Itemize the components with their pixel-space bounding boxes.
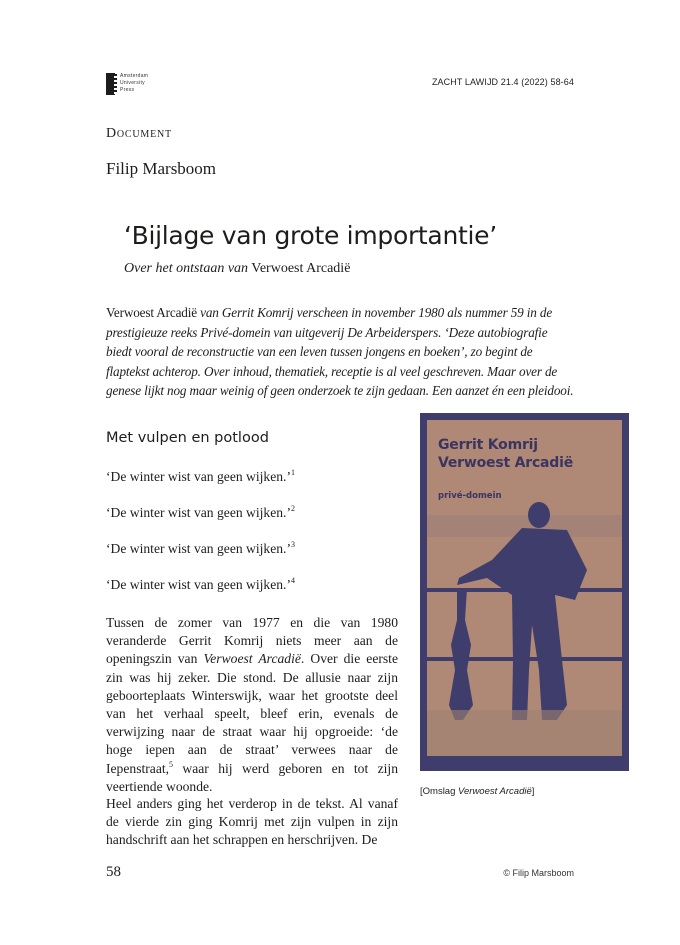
book-title: Verwoest Arcadië (203, 651, 301, 667)
book-cover-image (420, 413, 629, 771)
subtitle-roman: Verwoest Arcadië (251, 261, 351, 276)
abstract-text: van Gerrit Komrij verscheen in november 1980 als nummer 59 in de prestigieuze reeks Privé-domein van uitgeverij De Arbeiderspers. ‘Deze autobiografie biedt vooral de reconstructie van een leven tussen jongens en boeken’, zo begint de flaptekst achterop. Over inhoud, thematiek, receptie is al veel geschreven. Maar over de genese lijkt nog maar weinig of geen onderzoek te zijn gedaan. Een aanzet én een pleidooi. (106, 305, 574, 399)
footnote-ref[interactable]: 4 (290, 576, 295, 585)
page-number: 58 (106, 864, 121, 880)
paragraph-text: . Over die eerste zin was hij zeker. Die stond. De allusie naar zijn geboorteplaats Winterswijk, waar het grootste deel van het verhaal speelt, bleef erin, evenals de verwijzing naar de straat waar hij opgroeide: ‘de hoge iepen aan de straat’ verwees naar de Iepenstraat, (106, 651, 398, 776)
caption-italic: Verwoest Arcadië (458, 786, 532, 797)
section-heading: Met vulpen en potlood (106, 430, 269, 446)
article-title: ‘Bijlage van grote importantie’ (124, 221, 497, 250)
figure-caption (420, 786, 534, 797)
logo-line: Amsterdam (120, 73, 149, 79)
cover-title: Verwoest Arcadië (438, 455, 574, 471)
journal-reference: ZACHT LAWIJD 21.4 (2022) 58-64 (431, 77, 574, 87)
quote-line (106, 469, 295, 485)
logo-text (120, 73, 148, 94)
paragraph-text: Tussen de zomer van 1977 en die van 1980 veranderde Gerrit Komrij niets meer aan de openingszin van (106, 615, 398, 667)
abstract (106, 303, 576, 401)
abstract-lead: Verwoest Arcadië (106, 305, 197, 320)
logo-line: Press (120, 87, 135, 93)
quote-text: ‘De winter wist van geen wijken.’ (106, 577, 291, 592)
section-label: Document (106, 126, 172, 141)
copyright-notice: © Filip Marsboom (503, 868, 574, 878)
quote-text: ‘De winter wist van geen wijken.’ (106, 541, 291, 556)
footnote-ref[interactable]: 5 (169, 759, 174, 769)
article-subtitle (124, 261, 350, 277)
subtitle-italic: Over het ontstaan van (124, 261, 249, 276)
paragraph-text: waar hij werd geboren en tot zijn veertiende woonde. (106, 760, 398, 794)
quote-line (106, 577, 295, 593)
cover-photo (427, 420, 622, 756)
logo-line: University (120, 80, 145, 86)
cover-series: privé-domein (438, 491, 502, 501)
footnote-ref[interactable]: 3 (290, 540, 295, 549)
article-author: Filip Marsboom (106, 159, 217, 178)
publisher-logo (106, 73, 166, 95)
caption-prefix: [Omslag (420, 786, 459, 797)
quote-line (106, 541, 295, 557)
footnote-ref[interactable]: 1 (290, 468, 295, 477)
body-paragraph (106, 614, 398, 796)
caption-suffix: ] (531, 786, 535, 797)
footnote-ref[interactable]: 2 (290, 504, 295, 513)
logo-mark-icon (106, 73, 115, 95)
quote-line (106, 505, 295, 521)
quote-text: ‘De winter wist van geen wijken.’ (106, 469, 291, 484)
cover-author: Gerrit Komrij (438, 437, 538, 453)
quote-text: ‘De winter wist van geen wijken.’ (106, 505, 291, 520)
body-paragraph: Heel anders ging het verderop in de tekst. Al vanaf de vierde zin ging Komrij met zijn vulpen in zijn handschrift aan het schrappen en herschrijven. De (106, 796, 398, 848)
